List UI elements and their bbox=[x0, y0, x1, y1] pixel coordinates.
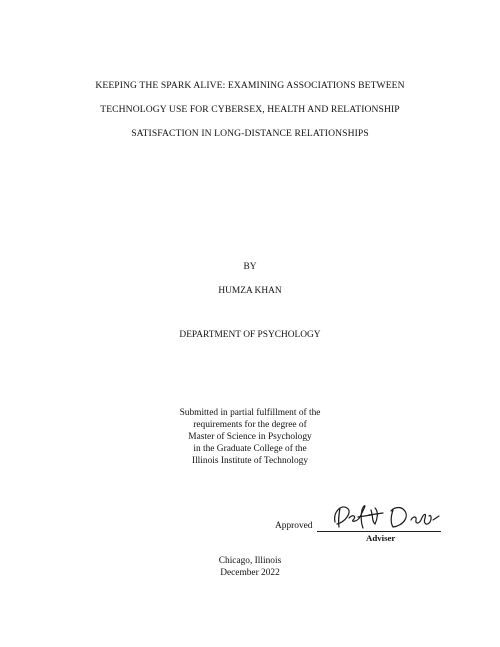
approved-label: Approved bbox=[275, 521, 313, 531]
submission-line: Submitted in partial fulfillment of the bbox=[179, 408, 321, 418]
adviser-label: Adviser bbox=[366, 533, 396, 543]
adviser-signature bbox=[327, 500, 445, 534]
title-line-1: KEEPING THE SPARK ALIVE: EXAMINING ASSOCIATIONS BETWEEN bbox=[95, 80, 405, 91]
approval-block bbox=[275, 500, 455, 548]
title-line-3: SATISFACTION IN LONG-DISTANCE RELATIONSHIPS bbox=[131, 128, 369, 139]
by-label: BY bbox=[243, 262, 257, 272]
place-and-date bbox=[0, 555, 500, 579]
date: December 2022 bbox=[220, 568, 280, 578]
signature-line bbox=[317, 531, 441, 532]
submission-line: Master of Science in Psychology bbox=[188, 432, 312, 442]
author-name: HUMZA KHAN bbox=[218, 286, 282, 296]
title-line-2: TECHNOLOGY USE FOR CYBERSEX, HEALTH AND RELATIONSHIP bbox=[100, 104, 400, 115]
submission-line: Illinois Institute of Technology bbox=[191, 456, 309, 466]
submission-line: in the Graduate College of the bbox=[193, 444, 307, 454]
submission-line: requirements for the degree of bbox=[193, 420, 307, 430]
location: Chicago, Illinois bbox=[218, 556, 282, 566]
department: DEPARTMENT OF PSYCHOLOGY bbox=[179, 330, 321, 340]
submission-statement bbox=[0, 407, 500, 467]
